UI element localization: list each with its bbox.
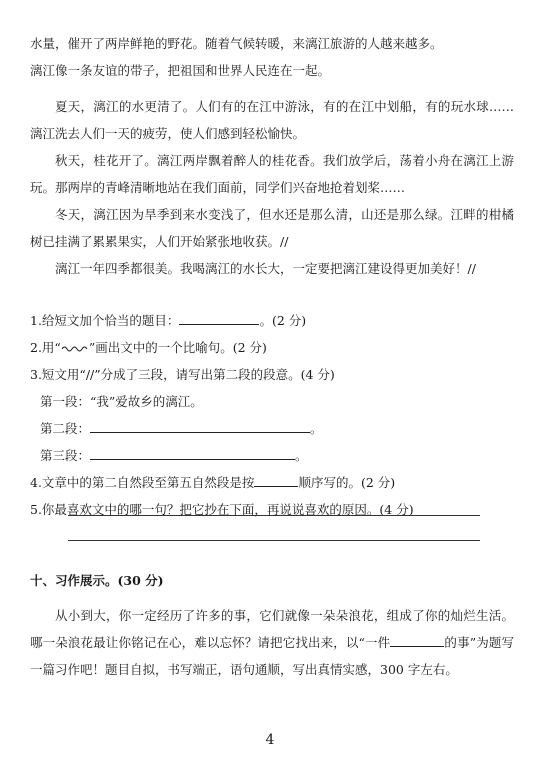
passage-paragraph-1-end: 水量，催开了两岸鲜艳的野花。随着气候转暖，来漓江旅游的人越来越多。 bbox=[30, 36, 443, 51]
question-3-segment-3 bbox=[30, 442, 514, 469]
segment-3-period: 。 bbox=[295, 448, 308, 463]
segment-2-period: 。 bbox=[310, 421, 323, 436]
question-3: 3.短文用“//”分成了三段，请写出第二段的段意。(4 分) bbox=[30, 367, 335, 382]
segment-2-answer-blank[interactable] bbox=[90, 418, 310, 433]
title-fill-blank[interactable] bbox=[390, 632, 444, 647]
section-10-prompt bbox=[30, 602, 514, 683]
question-1 bbox=[30, 307, 514, 334]
passage-paragraph-summer: 夏天，漓江的水更清了。人们有的在江中游泳，有的在江中划船，有的玩水球…… 漓江洗去人们一天的疲劳，使人们感到轻松愉快。 bbox=[30, 99, 514, 141]
segment-3-label: 第三段： bbox=[40, 448, 91, 463]
passage-paragraph-conclusion: 漓江一年四季都很美。我喝漓江的水长大，一定要把漓江建设得更加美好！// bbox=[55, 261, 476, 276]
passage-paragraph-autumn: 秋天，桂花开了。漓江两岸飘着醉人的桂花香。我们放学后，荡着小舟在漓江上游玩。那两岸的青峰清晰地站在我们面前，同学们兴奋地抢着划桨…… bbox=[30, 153, 514, 195]
wavy-underline-icon bbox=[61, 343, 89, 353]
question-1-score: 。(2 分) bbox=[259, 313, 307, 328]
answer-line[interactable] bbox=[68, 540, 480, 541]
passage-paragraph-winter: 冬天，漓江因为旱季到来水变浅了，但水还是那么清，山还是那么绿。江畔的柑橘树已挂满了累累果实，人们开始紧张地收获。// bbox=[30, 207, 514, 249]
question-1-answer-blank[interactable] bbox=[179, 310, 259, 325]
writing-section bbox=[30, 567, 514, 683]
question-3-segment-2 bbox=[30, 415, 514, 442]
question-4-text-start: 4.文章中的第二自然段至第五自然段是按 bbox=[30, 475, 255, 490]
page-number: 4 bbox=[265, 732, 275, 748]
question-5: 5.你最喜欢文中的哪一句？把它抄在下面，再说说喜欢的原因。(4 分) bbox=[30, 502, 414, 517]
reading-passage bbox=[30, 30, 514, 282]
question-2-text-start: 2.用“ bbox=[30, 340, 61, 355]
question-4-answer-blank[interactable] bbox=[254, 472, 298, 487]
question-5-answer-area[interactable] bbox=[68, 515, 480, 565]
prompt-text-start: 从小到大，你一定经历了许多的事，它们就像一朵朵浪花，组成了你的灿烂生活。哪一朵浪花最让你铭记在心，难以忘怀？请把它找出来，以“一件 bbox=[30, 608, 514, 650]
question-4-text-end: 顺序写的。(2 分) bbox=[298, 475, 396, 490]
question-2 bbox=[30, 334, 514, 361]
question-1-text: 1.给短文加个恰当的题目： bbox=[30, 313, 180, 328]
segment-3-answer-blank[interactable] bbox=[90, 445, 295, 460]
question-2-text-end: ”画出文中的一个比喻句。(2 分) bbox=[88, 340, 267, 355]
answer-line[interactable] bbox=[68, 515, 480, 516]
segment-2-label: 第二段： bbox=[40, 421, 91, 436]
question-4 bbox=[30, 469, 514, 496]
question-list bbox=[30, 307, 514, 523]
question-3-segment-1: 第一段：“我”爱故乡的漓江。 bbox=[40, 394, 203, 409]
passage-paragraph-1-last-line: 漓江像一条友谊的带子，把祖国和世界人民连在一起。 bbox=[30, 63, 331, 78]
section-10-title: 十、习作展示。(30 分) bbox=[30, 573, 164, 588]
prompt-text-end: 的事”为题写一篇习作吧！题目自拟，书写端正，语句通顺，写出真情实感，300 字左右。 bbox=[30, 635, 514, 677]
